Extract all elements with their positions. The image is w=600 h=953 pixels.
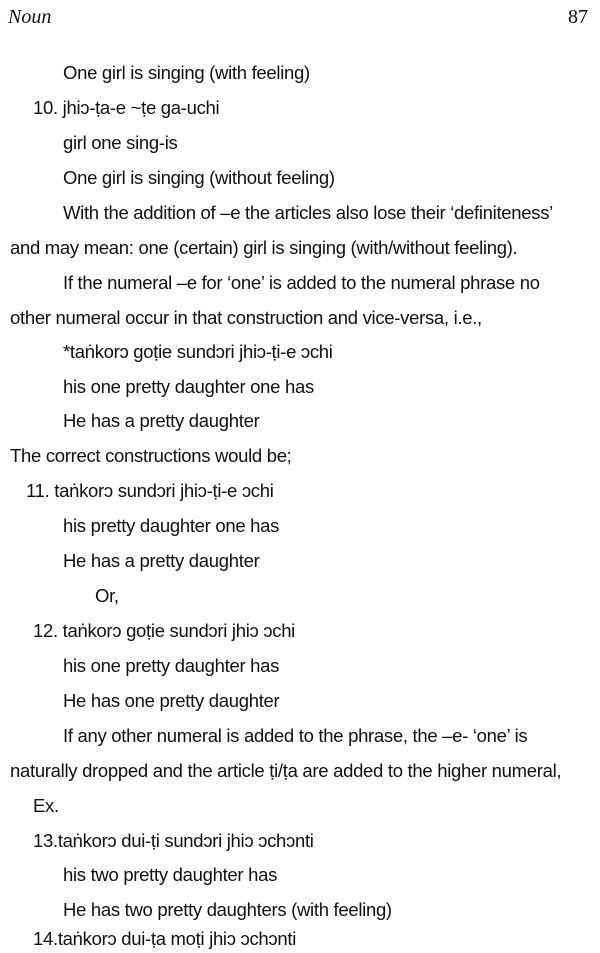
paragraph-line: If the numeral –e for ‘one’ is added to the numeral phrase no	[63, 272, 540, 293]
gloss-words: girl one sing-is	[63, 132, 178, 153]
example-14: 14.taṅkorɔ dui-ṭa moṭi jhiɔ ɔchɔnti	[33, 928, 297, 949]
paragraph-line: With the addition of –e the articles also lose their ‘definiteness’	[63, 202, 553, 223]
gloss-translation: He has two pretty daughters (with feeling)	[63, 899, 392, 920]
paragraph-line: naturally dropped and the article ṭi/ṭa are added to the higher numeral,	[10, 760, 562, 781]
gloss-translation: He has a pretty daughter	[63, 410, 260, 431]
alternative-label: Or,	[95, 585, 119, 606]
example-13: 13.taṅkorɔ dui-ṭi sundɔri jhiɔ ɔchɔnti	[33, 830, 314, 851]
gloss-translation: He has a pretty daughter	[63, 550, 260, 571]
paragraph-line: other numeral occur in that construction and vice-versa, i.e.,	[10, 307, 482, 328]
gloss-words: his one pretty daughter one has	[63, 376, 314, 397]
gloss-words: his two pretty daughter has	[63, 864, 278, 885]
gloss-translation: One girl is singing (with feeling)	[63, 62, 310, 83]
running-header-section: Noun	[8, 6, 52, 28]
paragraph-line: The correct constructions would be;	[10, 445, 292, 466]
example-ungrammatical: *taṅkorɔ goṭie sundɔri jhiɔ-ṭi-e ɔchi	[63, 341, 333, 362]
gloss-words: his pretty daughter one has	[63, 515, 280, 536]
gloss-translation: He has one pretty daughter	[63, 690, 280, 711]
example-11: 11. taṅkorɔ sundɔri jhiɔ-ṭi-e ɔchi	[26, 480, 274, 501]
gloss-translation: One girl is singing (without feeling)	[63, 167, 335, 188]
page-number: 87	[568, 6, 588, 28]
paragraph-line: If any other numeral is added to the phrase, the –e- ‘one’ is	[63, 725, 528, 746]
example-10: 10. jhiɔ-ṭa-e ~ṭe ga-uchi	[33, 97, 220, 118]
gloss-words: his one pretty daughter has	[63, 655, 280, 676]
example-label: Ex.	[33, 795, 59, 816]
example-12: 12. taṅkorɔ goṭie sundɔri jhiɔ ɔchi	[33, 620, 295, 641]
paragraph-line: and may mean: one (certain) girl is singing (with/without feeling).	[10, 237, 518, 258]
